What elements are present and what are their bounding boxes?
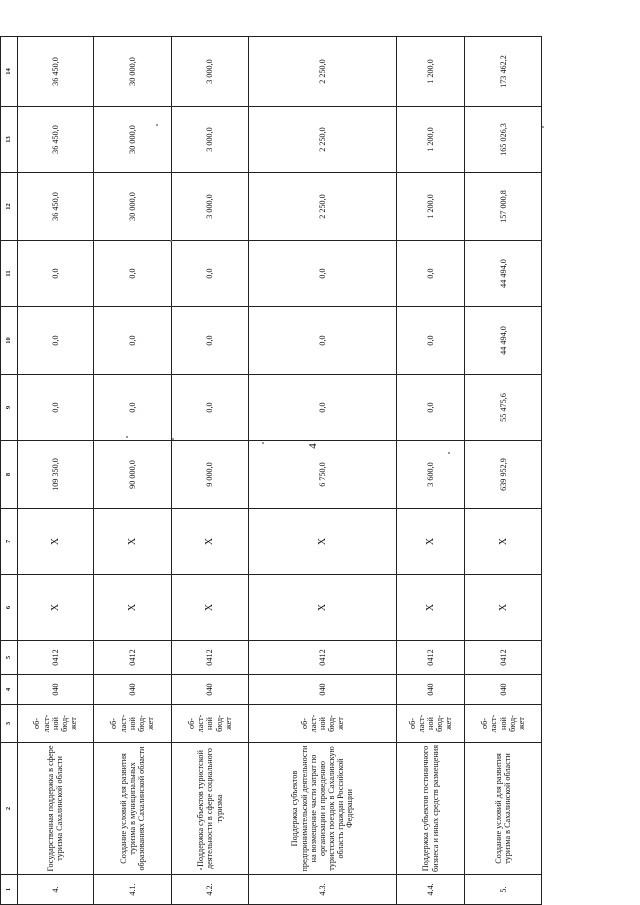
header-cell: 6 <box>1 575 18 641</box>
mark-cell: X <box>465 575 542 641</box>
measure-name: Создание условий для развития туризма в Сахалинской области <box>465 743 542 875</box>
header-cell: 8 <box>1 441 18 509</box>
amount-cell: 0,0 <box>17 375 93 441</box>
header-cell: 1 <box>1 875 18 905</box>
code-cell: 0412 <box>249 641 396 675</box>
mark-cell: X <box>465 509 542 575</box>
header-cell: 11 <box>1 241 18 307</box>
row-number: 4.1. <box>94 875 172 905</box>
amount-cell: 165 026,3 <box>465 107 542 173</box>
amount-cell: 36 450,0 <box>17 37 93 107</box>
table-row <box>94 37 172 905</box>
header-cell: 10 <box>1 307 18 375</box>
amount-cell: 6 750,0 <box>249 441 396 509</box>
amount-cell: 0,0 <box>171 307 249 375</box>
amount-cell: 0,0 <box>17 241 93 307</box>
header-cell: 4 <box>1 675 18 705</box>
amount-cell: 2 250,0 <box>249 37 396 107</box>
amount-cell: 0,0 <box>171 241 249 307</box>
page-number: 4 <box>306 443 319 449</box>
amount-cell: 157 000,8 <box>465 173 542 241</box>
code-cell: 040 <box>94 675 172 705</box>
table-header-row <box>1 37 18 905</box>
measure-name: Поддержка субъектов гостиничного бизнеса и иных средств размещения <box>396 743 465 875</box>
mark-cell: X <box>396 575 465 641</box>
funding-source: об- ласт- ной бюд- жет <box>94 705 172 743</box>
funding-source: об- ласт- ной бюд- жет <box>17 705 93 743</box>
amount-cell: 36 450,0 <box>17 107 93 173</box>
amount-cell: 0,0 <box>94 375 172 441</box>
mark-cell: X <box>249 509 396 575</box>
amount-cell: 0,0 <box>171 375 249 441</box>
amount-cell: 1 200,0 <box>396 37 465 107</box>
mark-cell: X <box>396 509 465 575</box>
mark-cell: X <box>94 509 172 575</box>
header-cell: 7 <box>1 509 18 575</box>
funding-source: об- ласт- ной бюд- жет <box>465 705 542 743</box>
amount-cell: 173 462,2 <box>465 37 542 107</box>
amount-cell: 0,0 <box>396 307 465 375</box>
scan-speck <box>156 124 158 126</box>
scan-speck <box>448 452 450 454</box>
scan-speck <box>170 240 172 242</box>
table-row <box>396 37 465 905</box>
mark-cell: X <box>94 575 172 641</box>
scan-speck <box>200 868 202 870</box>
amount-cell: 2 250,0 <box>249 107 396 173</box>
amount-cell: 1 200,0 <box>396 107 465 173</box>
budget-table-container <box>0 57 542 905</box>
scan-speck <box>542 126 544 128</box>
mark-cell: X <box>171 509 249 575</box>
code-cell: 0412 <box>17 641 93 675</box>
table-row <box>17 37 93 905</box>
amount-cell: 0,0 <box>249 241 396 307</box>
amount-cell: 30 000,0 <box>94 107 172 173</box>
amount-cell: 3 000,0 <box>171 173 249 241</box>
table-row <box>465 37 542 905</box>
amount-cell: 639 952,9 <box>465 441 542 509</box>
funding-source: об- ласт- ной бюд- жет <box>171 705 249 743</box>
table-row <box>249 37 396 905</box>
row-number: 4.3. <box>249 875 396 905</box>
measure-name: Создание условий для развития туризма в муниципальных образованиях Сахалинской области <box>94 743 172 875</box>
amount-cell: 0,0 <box>396 241 465 307</box>
amount-cell: 9 000,0 <box>171 441 249 509</box>
table-row <box>171 37 249 905</box>
amount-cell: 0,0 <box>249 375 396 441</box>
header-cell: 9 <box>1 375 18 441</box>
mark-cell: X <box>17 575 93 641</box>
amount-cell: 44 494,0 <box>465 241 542 307</box>
amount-cell: 0,0 <box>249 307 396 375</box>
row-number: 4.4. <box>396 875 465 905</box>
measure-name: Государственная поддержка в сфере туризма Сахалинской области <box>17 743 93 875</box>
code-cell: 0412 <box>94 641 172 675</box>
amount-cell: 30 000,0 <box>94 173 172 241</box>
amount-cell: 0,0 <box>94 241 172 307</box>
scan-speck <box>126 436 128 438</box>
measure-name: Поддержка субъектов предпринимательской деятельности на возмещение части затрат по организации и проведению туристских поездок в Сахалинскую область граждан Российской Федерации <box>249 743 396 875</box>
code-cell: 0412 <box>396 641 465 675</box>
header-cell: 12 <box>1 173 18 241</box>
header-cell: 3 <box>1 705 18 743</box>
code-cell: 040 <box>465 675 542 705</box>
amount-cell: 2 250,0 <box>249 173 396 241</box>
code-cell: 0412 <box>171 641 249 675</box>
amount-cell: 55 475,6 <box>465 375 542 441</box>
amount-cell: 0,0 <box>94 307 172 375</box>
code-cell: 040 <box>17 675 93 705</box>
amount-cell: 36 450,0 <box>17 173 93 241</box>
row-number: 4.2. <box>171 875 249 905</box>
header-cell: 5 <box>1 641 18 675</box>
scan-speck <box>172 438 174 440</box>
amount-cell: 0,0 <box>17 307 93 375</box>
amount-cell: 44 494,0 <box>465 307 542 375</box>
code-cell: 040 <box>396 675 465 705</box>
amount-cell: 1 200,0 <box>396 173 465 241</box>
measure-name: Поддержка субъектов туристской деятельности в сфере социального туризма <box>171 743 249 875</box>
header-cell: 14 <box>1 37 18 107</box>
budget-table <box>0 36 542 905</box>
code-cell: 0412 <box>465 641 542 675</box>
mark-cell: X <box>249 575 396 641</box>
amount-cell: 109 350,0 <box>17 441 93 509</box>
header-cell: 2 <box>1 743 18 875</box>
amount-cell: 90 000,0 <box>94 441 172 509</box>
funding-source: об- ласт- ной бюд- жет <box>396 705 465 743</box>
code-cell: 040 <box>249 675 396 705</box>
mark-cell: X <box>171 575 249 641</box>
row-number: 4. <box>17 875 93 905</box>
code-cell: 040 <box>171 675 249 705</box>
amount-cell: 3 000,0 <box>171 107 249 173</box>
mark-cell: X <box>17 509 93 575</box>
row-number: 5. <box>465 875 542 905</box>
amount-cell: 30 000,0 <box>94 37 172 107</box>
scan-speck <box>262 442 264 444</box>
amount-cell: 3 600,0 <box>396 441 465 509</box>
funding-source: об- ласт- ной бюд- жет <box>249 705 396 743</box>
header-cell: 13 <box>1 107 18 173</box>
amount-cell: 0,0 <box>396 375 465 441</box>
amount-cell: 3 000,0 <box>171 37 249 107</box>
